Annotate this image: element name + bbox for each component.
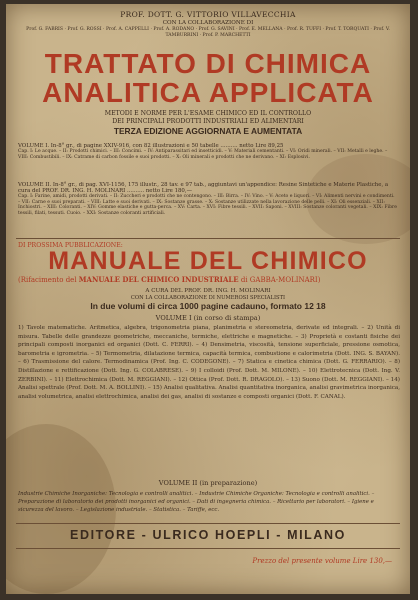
divider bbox=[16, 238, 400, 239]
title-line-2: ANALITICA APPLICATA bbox=[42, 77, 374, 108]
book-cover bbox=[6, 4, 410, 594]
forthcoming-label: DI PROSSIMA PUBBLICAZIONE: bbox=[18, 242, 123, 249]
collaborators-list: Prof. G. FABRIS · Prof. G. ROSSI · Prof. A. CAPPELLI · Prof. A. RODANO · Prof. G. SAVINI · Prof. E. MELLANA · Prof. R. TUFFI · Prof. T. TORQUATI · Prof. V. TAMBURRINI · Prof. P. MARCHETTI bbox=[26, 27, 390, 38]
editor-line: A CURA DEL PROF. DR. ING. H. MOLINARI bbox=[145, 288, 271, 294]
title-line-1: TRATTATO DI CHIMICA bbox=[44, 48, 372, 79]
subtitle bbox=[36, 110, 380, 125]
price-line: Prezzo del presente volume Lire 130,— bbox=[252, 557, 392, 565]
manuale-subtitle bbox=[18, 275, 408, 284]
author-line: PROF. DOTT. G. VITTORIO VILLAVECCHIA bbox=[120, 10, 296, 19]
divider bbox=[16, 548, 400, 549]
volume-1-info bbox=[18, 143, 398, 160]
volume-2-contents: Cap. I: Farine, amidi, prodotti derivati. – II: Zuccheri e prodotti che ne contengono. – III: Birra. – IV: Vino. – V: Aceto e liquori. – VI: Alimenti nervini e condimenti. – VII: Carne e suoi preparati. – VIII: Latte e suoi derivati. – IX: Sostanze grasse. – X: Sostanze utilizzate nella lavorazione delle pelli. – XI: Oli essenziali. – XII: Inchiostri. – XIII: Coloranti. – XIV: Gomme elastiche e gutta-perca. – XV: Carta. – XVI: Fibre tessili. – XVII: Saponi. – XVIII: Sostanze coloranti vegetali. – XIX: Fibre tessili, filati, tessuti. Cuoio. – XXI: Sostanze coloranti artificiali. bbox=[18, 194, 397, 216]
format-line: In due volumi di circa 1000 pagine cadauno, formato 12 18 bbox=[90, 301, 326, 311]
volume-2-info bbox=[18, 182, 398, 216]
manuale-title: MANUALE DEL CHIMICO bbox=[48, 247, 368, 275]
rif-prefix: (Rifacimento del bbox=[18, 276, 79, 284]
subtitle-line-2: DEI PRINCIPALI PRODOTTI INDUSTRIALI ED ALIMENTARI bbox=[112, 117, 304, 125]
publisher-line: EDITORE - ULRICO HOEPLI - MILANO bbox=[70, 528, 346, 542]
manuale-volume-2-contents: Industrie Chimiche Inorganiche: Tecnologia e controlli analitici. – Industrie Chimiche Organiche: Tecnologia e controlli analitici. – Preparazione di laboratorio dei prodotti inorganici ed organici. – Dati di ingegneria chimica. – Ricettario per laboratori. – Igiene e sicurezza del lavoro. – Legislazione industriale. – Statistica. – Tariffe, ecc. bbox=[18, 491, 375, 513]
collaboration-line: CON LA COLLABORAZIONE DI NUMEROSI SPECIALISTI bbox=[130, 295, 286, 301]
volume-2-head: VOLUME II. In-8° gr., di pag. XVI-1156, 175 illustr., 28 tav. e 97 tab., aggiuntavi un'appendice: Resine Sintetiche e Materie Plastiche, a cura del PROF. DR. ING. H. MOLINARI .......... netto Lire 180,— bbox=[18, 182, 389, 194]
volume-1-contents: Cap. I: Le acque. – II: Prodotti chimici. – III: Concimi. – IV: Antiparassitari ed insetticidi. – V: Materiali cementanti. – VI: Oridi minerali. – VII: Metalli e leghe. – VIII: Combustibili. – IX: Catrame di carbon fossile e suoi prodotti. – X: Oli minerali e prodotti che ne derivano. – XI: Esplosivi. bbox=[18, 149, 388, 160]
subtitle-line-1: METODI E NORME PER L'ESAME CHIMICO ED IL CONTROLLO bbox=[104, 110, 312, 117]
rif-suffix: di GABBA-MOLINARI) bbox=[238, 276, 321, 284]
manuale-volume-2-heading: VOLUME II (in preparazione) bbox=[158, 479, 258, 487]
manuale-volume-1-heading: VOLUME I (in corso di stampa) bbox=[155, 314, 261, 322]
collaboration-label: CON LA COLLABORAZIONE DI bbox=[162, 20, 254, 26]
edition-line: TERZA EDIZIONE AGGIORNATA E AUMENTATA bbox=[113, 126, 303, 136]
manuale-volume-1-contents: 1) Tavole matematiche. Aritmetica, algebra, trigonometria piana, planimetria e stereometria, derivate ed integrali. – 2) Unità di misura. Tabelle delle grandezze geometriche, meccaniche, termiche, elettriche e magnetiche. – 3) Proprietà e costanti fisiche dei principali composti inorganici ed organici (Dott. C. FERRI). – 4) Densimetria, viscosità, tensione superficiale, pressione osmotica, barometria e igrometria. – 5) Termometria, dilatazione termica, capacità termica, combustione e calorimetria (Dott. ING. S. BAYAN). – 6) Trasmissione del calore. Termodinamica (Prof. Ing. C. CODEGONE). – 7) Statica e cinetica chimica (Dott. G. FERRARIO). – 8) Distillazione e rettificazione (Dott. Ing. G. COLABRESE). – 9) I colloidi (Prof. Dott. M. MILONE). – 10) Elettrotecnica (Dott. Ing. V. ZERBINI). – 11) Elettrochimica (Dott. M. REGGIANI). – 12) Ottica (Prof. Dott. R. DRAGOLO). – 13) Suono (Dott. M. REGGIANI). – 14) Analisi spettrale (Prof. Dott. M. A. BOLLINI). – 15) Analisi qualitativa. Analisi quantitativa inorganica, analisi gravimetrica inorganica, analisi volumetrica, analisi elettrochimica, analisi dei gas, analisi di sostanze e composti organici (Dott. F. CANAL). bbox=[18, 325, 400, 400]
divider bbox=[16, 523, 400, 524]
rif-book: MANUALE DEL CHIMICO INDUSTRIALE bbox=[78, 275, 239, 284]
volume-1-head: VOLUME I. In-8° gr., di pagine XXIV-916, con 82 illustrazioni e 50 tabelle .......... netto Lire 89,25 bbox=[18, 143, 284, 149]
